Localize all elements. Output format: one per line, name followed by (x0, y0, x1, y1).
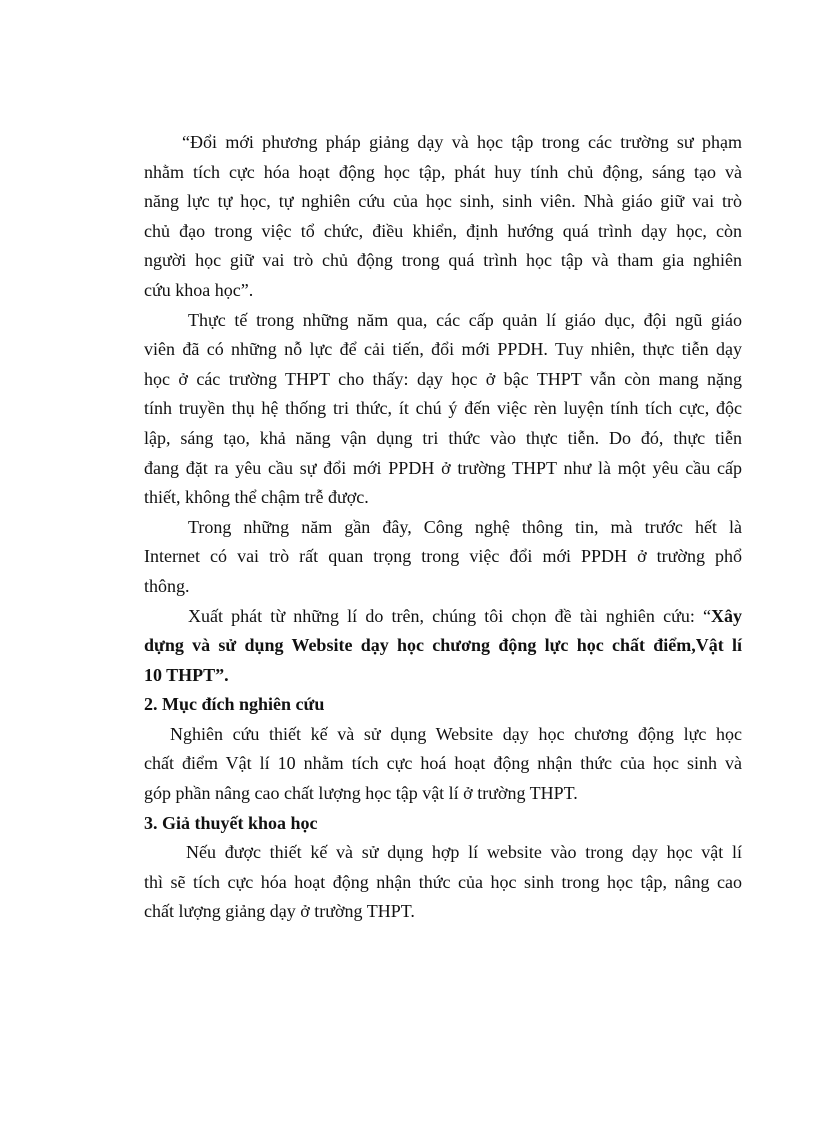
text-line: học ở các trường THPT cho thấy: dạy học ở bậc THPT vẫn còn mang nặng (144, 368, 742, 389)
text-line: thông. (144, 575, 190, 596)
text-line: Internet có vai trò rất quan trọng trong việc đổi mới PPDH ở trường phổ (144, 546, 742, 567)
text-line: góp phần nâng cao chất lượng học tập vật lí ở trường THPT. (144, 783, 578, 804)
text-line: người học giữ vai trò chủ động trong quá trình học tập và tham gia nghiên (144, 250, 742, 271)
text-line: chủ đạo trong việc tổ chức, điều khiển, định hướng quá trình dạy học, còn (144, 220, 742, 241)
text-line: nhằm tích cực hóa hoạt động học tập, phát huy tính chủ động, sáng tạo và (144, 161, 742, 182)
text-line: Thực tế trong những năm qua, các cấp quản lí giáo dục, đội ngũ giáo (188, 309, 742, 330)
topic-title-line: dựng và sử dụng Website dạy học chương động lực học chất điểm,Vật lí (144, 635, 742, 656)
text-line: “Đổi mới phương pháp giảng dạy và học tập trong các trường sư phạm (182, 132, 742, 152)
paragraph-topic (144, 602, 742, 691)
topic-intro: Xuất phát từ những lí do trên, chúng tôi chọn đề tài nghiên cứu: “ (188, 605, 711, 626)
text-line (144, 602, 742, 632)
text-line: thiết, không thể chậm trễ được. (144, 487, 369, 508)
text-line: Nghiên cứu thiết kế và sử dụng Website dạy học chương động lực học (170, 723, 742, 744)
topic-title-start: Xây (711, 605, 742, 626)
text-line: viên đã có những nỗ lực để cải tiến, đổi mới PPDH. Tuy nhiên, thực tiễn dạy (144, 339, 742, 360)
text-line: cứu khoa học”. (144, 279, 254, 300)
text-line: chất điểm Vật lí 10 nhằm tích cực hoá hoạt động nhận thức của học sinh và (144, 753, 742, 774)
paragraph-quote (144, 128, 742, 306)
text-line: Nếu được thiết kế và sử dụng hợp lí website vào trong dạy học vật lí (186, 842, 742, 863)
document-page (144, 128, 742, 927)
text-line: đang đặt ra yêu cầu sự đổi mới PPDH ở trường THPT như là một yêu cầu cấp (144, 457, 742, 478)
text-line: lập, sáng tạo, khả năng vận dụng tri thức vào thực tiễn. Do đó, thực tiễn (144, 427, 742, 448)
section-heading-purpose: 2. Mục đích nghiên cứu (144, 694, 325, 715)
text-line: năng lực tự học, tự nghiên cứu của học sinh, sinh viên. Nhà giáo giữ vai trò (144, 191, 742, 212)
text-line: chất lượng giảng dạy ở trường THPT. (144, 901, 415, 922)
paragraph-reality (144, 306, 742, 513)
topic-title-line: 10 THPT”. (144, 664, 229, 685)
paragraph-hypothesis (144, 838, 742, 927)
paragraph-purpose (144, 720, 742, 809)
text-line: Trong những năm gần đây, Công nghệ thông tin, mà trước hết là (188, 516, 742, 537)
text-line: thì sẽ tích cực hóa hoạt động nhận thức của học sinh trong học tập, nâng cao (144, 871, 742, 892)
section-heading-hypothesis: 3. Giả thuyết khoa học (144, 812, 318, 833)
text-line: tính truyền thụ hệ thống tri thức, ít chú ý đến việc rèn luyện tính tích cực, độc (144, 398, 742, 419)
paragraph-it (144, 513, 742, 602)
